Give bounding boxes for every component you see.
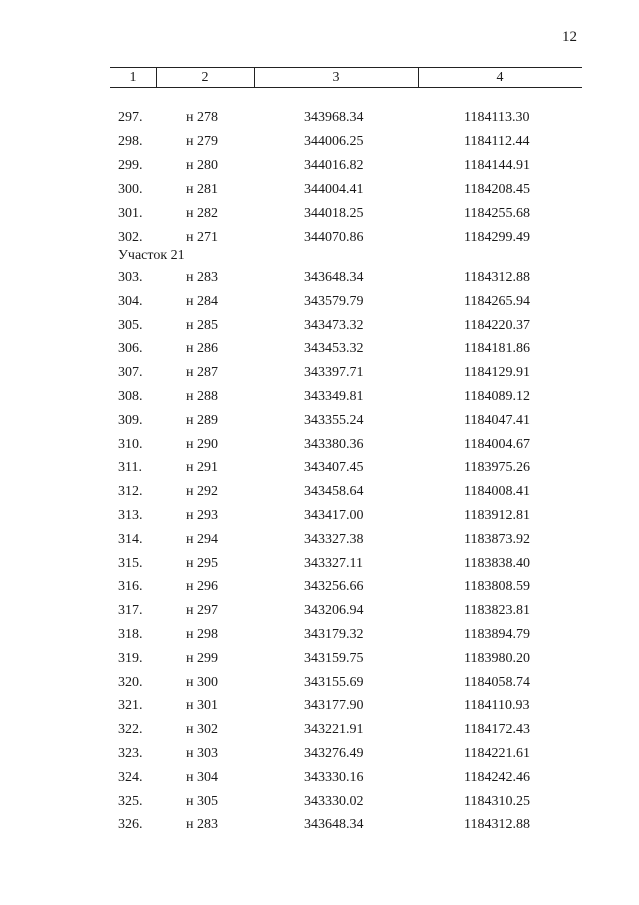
- point-id: н 295: [186, 555, 218, 571]
- point-id: н 286: [186, 341, 218, 357]
- table-row: [0, 108, 639, 128]
- coord-y: 1183912.81: [464, 508, 530, 523]
- row-number: 311.: [118, 460, 142, 476]
- coord-y: 1184047.41: [464, 412, 530, 428]
- table-row: [0, 530, 639, 550]
- table-row: [0, 649, 639, 669]
- coord-x: 343256.66: [304, 579, 364, 595]
- coord-x: 344016.82: [304, 158, 364, 173]
- point-id: н 293: [186, 508, 218, 523]
- coord-y: 1184242.46: [464, 769, 530, 785]
- table-row: [0, 744, 639, 764]
- coord-y: 1184208.45: [464, 182, 530, 197]
- row-number: 325.: [118, 793, 143, 809]
- row-number: 299.: [118, 158, 143, 173]
- point-id: н 298: [186, 627, 218, 642]
- coord-y: 1184221.61: [464, 746, 530, 761]
- coord-x: 344070.86: [304, 230, 364, 245]
- coord-x: 343177.90: [304, 698, 364, 714]
- coord-y: 1184112.44: [464, 134, 530, 149]
- coord-y: 1183873.92: [464, 531, 530, 547]
- coord-x: 344006.25: [304, 134, 364, 149]
- row-number: 305.: [118, 317, 143, 333]
- coord-x: 343155.69: [304, 674, 364, 690]
- point-id: н 278: [186, 110, 218, 125]
- coord-y: 1184265.94: [464, 293, 530, 309]
- coord-y: 1184089.12: [464, 389, 530, 404]
- point-id: н 294: [186, 531, 218, 547]
- section-label: Участок 21: [118, 248, 185, 263]
- point-id: н 279: [186, 134, 218, 149]
- table-row: [0, 768, 639, 788]
- row-number: 310.: [118, 436, 143, 452]
- coord-y: 1183823.81: [464, 603, 530, 619]
- coord-x: 343221.91: [304, 722, 364, 738]
- coord-y: 1184129.91: [464, 365, 530, 381]
- point-id: н 300: [186, 674, 218, 690]
- coord-y: 1184113.30: [464, 110, 530, 125]
- point-id: н 282: [186, 206, 218, 221]
- coord-y: 1184310.25: [464, 793, 530, 809]
- table-row: [0, 458, 639, 478]
- point-id: н 297: [186, 603, 218, 619]
- row-number: 306.: [118, 341, 143, 357]
- row-number: 318.: [118, 627, 143, 642]
- coord-y: 1184004.67: [464, 436, 530, 452]
- coord-x: 343330.02: [304, 793, 364, 809]
- table-row: [0, 363, 639, 383]
- header-col-3: 3: [254, 68, 419, 87]
- coord-x: 343206.94: [304, 603, 364, 619]
- table-row: [0, 132, 639, 152]
- point-id: н 287: [186, 365, 218, 381]
- coord-x: 343355.24: [304, 412, 364, 428]
- coord-y: 1184255.68: [464, 206, 530, 221]
- header-col-4: 4: [496, 70, 504, 85]
- coord-x: 343473.32: [304, 317, 364, 333]
- table-row: [0, 554, 639, 574]
- coord-y: 1184058.74: [464, 674, 530, 690]
- point-id: н 301: [186, 698, 218, 714]
- row-number: 320.: [118, 674, 143, 690]
- coord-x: 343327.11: [304, 555, 363, 571]
- table-row: [0, 180, 639, 200]
- table-row: [0, 792, 639, 812]
- table-row: [0, 316, 639, 336]
- coord-y: 1183808.59: [464, 579, 530, 595]
- point-id: н 283: [186, 270, 218, 285]
- coord-x: 343417.00: [304, 508, 364, 523]
- coord-y: 1184144.91: [464, 158, 530, 173]
- point-id: н 292: [186, 484, 218, 500]
- table-row: [0, 815, 639, 835]
- row-number: 308.: [118, 389, 143, 404]
- point-id: н 302: [186, 722, 218, 738]
- point-id: н 303: [186, 746, 218, 761]
- table-row: [0, 577, 639, 597]
- row-number: 321.: [118, 698, 143, 714]
- point-id: н 288: [186, 389, 218, 404]
- table-row: [0, 435, 639, 455]
- row-number: 309.: [118, 412, 143, 428]
- point-id: н 291: [186, 460, 218, 476]
- row-number: 303.: [118, 270, 143, 285]
- point-id: н 281: [186, 182, 218, 197]
- row-number: 316.: [118, 579, 143, 595]
- row-number: 300.: [118, 182, 143, 197]
- coord-y: 1183894.79: [464, 627, 530, 642]
- coord-x: 343327.38: [304, 531, 364, 547]
- row-number: 313.: [118, 508, 143, 523]
- row-number: 319.: [118, 650, 143, 666]
- point-id: н 296: [186, 579, 218, 595]
- coord-x: 343968.34: [304, 110, 364, 125]
- coord-x: 343453.32: [304, 341, 364, 357]
- table-row: [0, 673, 639, 693]
- table-row: [0, 339, 639, 359]
- coord-x: 343407.45: [304, 460, 364, 476]
- row-number: 312.: [118, 484, 143, 500]
- point-id: н 305: [186, 793, 218, 809]
- coord-x: 343349.81: [304, 389, 364, 404]
- row-number: 301.: [118, 206, 143, 221]
- table-row: [0, 387, 639, 407]
- coord-x: 343179.32: [304, 627, 364, 642]
- row-number: 324.: [118, 769, 143, 785]
- coord-y: 1183980.20: [464, 650, 530, 666]
- table-row: [0, 720, 639, 740]
- point-id: н 290: [186, 436, 218, 452]
- row-number: 302.: [118, 230, 143, 245]
- table-row: [0, 625, 639, 645]
- row-number: 322.: [118, 722, 143, 738]
- coord-x: 343380.36: [304, 436, 364, 452]
- row-number: 317.: [118, 603, 143, 619]
- coord-x: 343159.75: [304, 650, 364, 666]
- table-row: [0, 696, 639, 716]
- table-row: [0, 601, 639, 621]
- table-row: [0, 292, 639, 312]
- row-number: 323.: [118, 746, 143, 761]
- table-row: [0, 482, 639, 502]
- coord-y: 1183838.40: [464, 555, 530, 571]
- header-col-1: 1: [110, 68, 157, 87]
- point-id: н 299: [186, 650, 218, 666]
- coord-x: 343458.64: [304, 484, 364, 500]
- coord-x: 343397.71: [304, 365, 364, 381]
- row-number: 314.: [118, 531, 143, 547]
- header-col-2: 2: [156, 68, 255, 87]
- row-number: 307.: [118, 365, 143, 381]
- coord-x: 343276.49: [304, 746, 364, 761]
- coord-y: 1184008.41: [464, 484, 530, 500]
- coord-y: 1184312.88: [464, 817, 530, 833]
- coord-y: 1184110.93: [464, 698, 530, 714]
- point-id: н 285: [186, 317, 218, 333]
- page-number: 12: [562, 29, 577, 45]
- row-number: 297.: [118, 110, 143, 125]
- row-number: 304.: [118, 293, 143, 309]
- coord-y: 1183975.26: [464, 460, 530, 476]
- point-id: н 289: [186, 412, 218, 428]
- coord-y: 1184299.49: [464, 230, 530, 245]
- coord-x: 343579.79: [304, 293, 364, 309]
- table-header: [110, 67, 582, 88]
- point-id: н 284: [186, 293, 218, 309]
- coord-y: 1184181.86: [464, 341, 530, 357]
- coord-x: 344018.25: [304, 206, 364, 221]
- table-row: [0, 156, 639, 176]
- coord-y: 1184312.88: [464, 270, 530, 285]
- table-row: [0, 268, 639, 288]
- row-number: 326.: [118, 817, 143, 833]
- coord-y: 1184220.37: [464, 317, 530, 333]
- coord-x: 343330.16: [304, 769, 364, 785]
- point-id: н 283: [186, 817, 218, 833]
- coord-x: 343648.34: [304, 817, 364, 833]
- coord-x: 344004.41: [304, 182, 364, 197]
- coord-x: 343648.34: [304, 270, 364, 285]
- point-id: н 280: [186, 158, 218, 173]
- coord-y: 1184172.43: [464, 722, 530, 738]
- table-row: [0, 506, 639, 526]
- table-row: [0, 411, 639, 431]
- point-id: н 271: [186, 230, 218, 245]
- table-row: [0, 204, 639, 224]
- table-row: [0, 228, 639, 248]
- point-id: н 304: [186, 769, 218, 785]
- row-number: 315.: [118, 555, 143, 571]
- row-number: 298.: [118, 134, 143, 149]
